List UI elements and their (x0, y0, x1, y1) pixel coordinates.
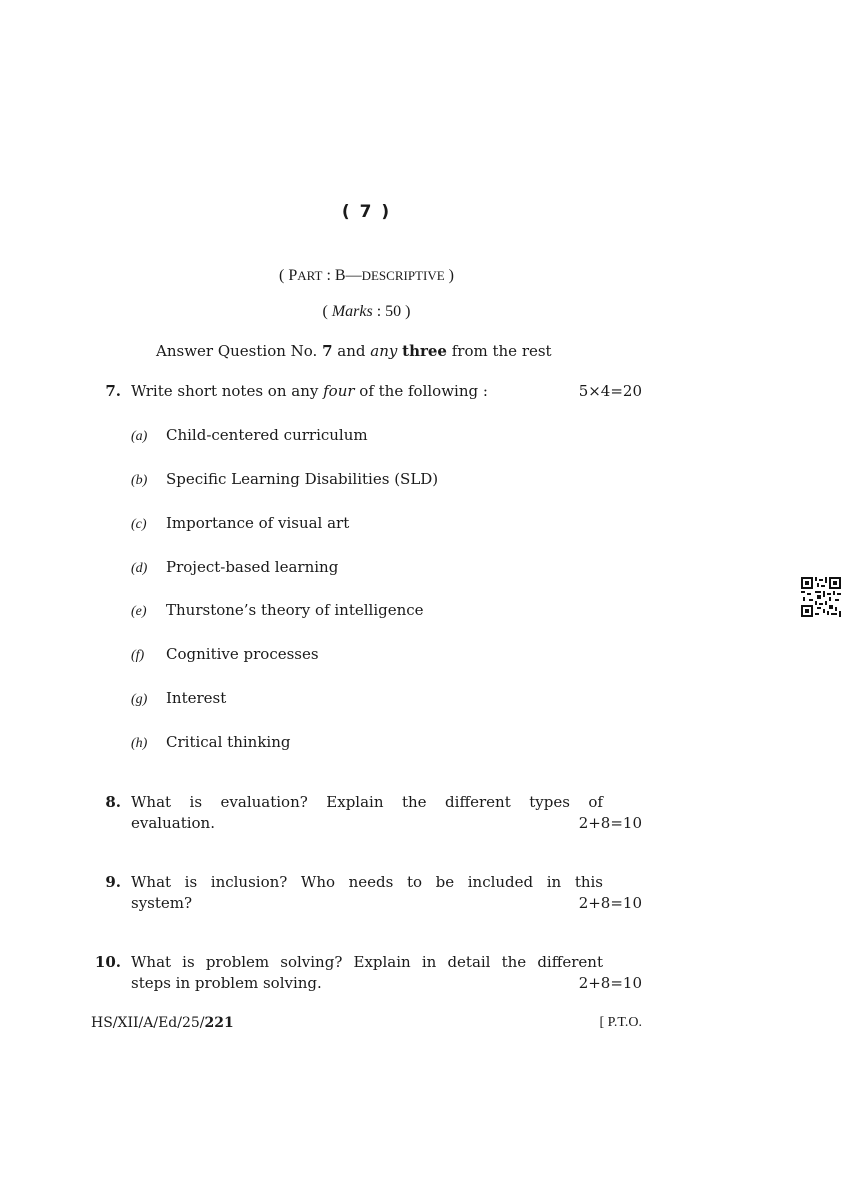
question-marks: 5×4=20 (578, 382, 642, 400)
instr-mid: and (332, 342, 371, 360)
instruction (156, 342, 552, 360)
question-text (131, 381, 488, 402)
sub-item-label: (f) (131, 648, 145, 663)
paper-code (91, 1015, 234, 1031)
sub-item-label: (c) (131, 517, 147, 532)
marks-heading (0, 303, 733, 321)
sub-item-label: (h) (131, 736, 148, 751)
question-marks: 2+8=10 (578, 814, 642, 832)
marks-rest: : 50 ) (372, 303, 411, 320)
sub-item-text: Thurstone’s theory of intelligence (166, 601, 424, 619)
question-text-line2: system? (131, 894, 193, 912)
question-number: 7. (105, 382, 121, 400)
part-sc: ART (297, 268, 323, 283)
sub-item-text: Critical thinking (166, 733, 291, 751)
part-prefix: ( P (279, 267, 298, 284)
sub-item-text: Specific Learning Disabilities (SLD) (166, 470, 439, 488)
question-marks: 2+8=10 (578, 894, 642, 912)
part-suffix: ) (444, 267, 454, 284)
sub-item-label: (b) (131, 473, 148, 488)
sub-item-label: (e) (131, 604, 147, 619)
sub-item-label: (g) (131, 692, 148, 707)
instr-post: from the rest (446, 342, 552, 360)
q7-text-em: four (323, 382, 355, 400)
question-text-line1: What is evaluation? Explain the different types of (131, 793, 603, 811)
instr-three: three (402, 342, 447, 360)
sub-item-text: Importance of visual art (166, 514, 350, 532)
pto-label: [ P.T.O. (599, 1015, 642, 1030)
marks-word: Marks (331, 303, 373, 320)
instr-any: any (370, 342, 398, 360)
sub-item-label: (d) (131, 561, 148, 576)
instr-pre: Answer Question No. (156, 342, 323, 360)
part-desc: DESCRIPTIVE (361, 268, 445, 283)
question-text-line1: What is inclusion? Who needs to be included in this (131, 873, 603, 891)
q7-text-pre: Write short notes on any (131, 382, 324, 400)
instr-num: 7 (322, 342, 333, 360)
sub-item-label: (a) (131, 429, 148, 444)
question-number: 10. (94, 953, 121, 971)
sub-item-text: Cognitive processes (166, 645, 319, 663)
sub-item-text: Project-based learning (166, 558, 339, 576)
sub-item-text: Interest (166, 689, 227, 707)
question-text-line1: What is problem solving? Explain in detail the different (131, 953, 603, 971)
code-bold: 221 (204, 1015, 234, 1031)
marks-open: ( (322, 303, 332, 320)
question-number: 9. (105, 873, 121, 891)
q7-text-post: of the following : (354, 382, 488, 400)
code-pre: HS/XII/A/Ed/25/ (91, 1015, 205, 1031)
question-text-line2: steps in problem solving. (131, 974, 322, 992)
part-heading (0, 267, 733, 285)
question-text-line2: evaluation. (131, 814, 215, 832)
page-number: ( 7 ) (341, 202, 392, 222)
sub-item-text: Child-centered curriculum (166, 426, 368, 444)
question-marks: 2+8=10 (578, 974, 642, 992)
part-mid: : B— (322, 267, 362, 284)
qr-code-icon (801, 577, 841, 617)
question-number: 8. (105, 793, 121, 811)
